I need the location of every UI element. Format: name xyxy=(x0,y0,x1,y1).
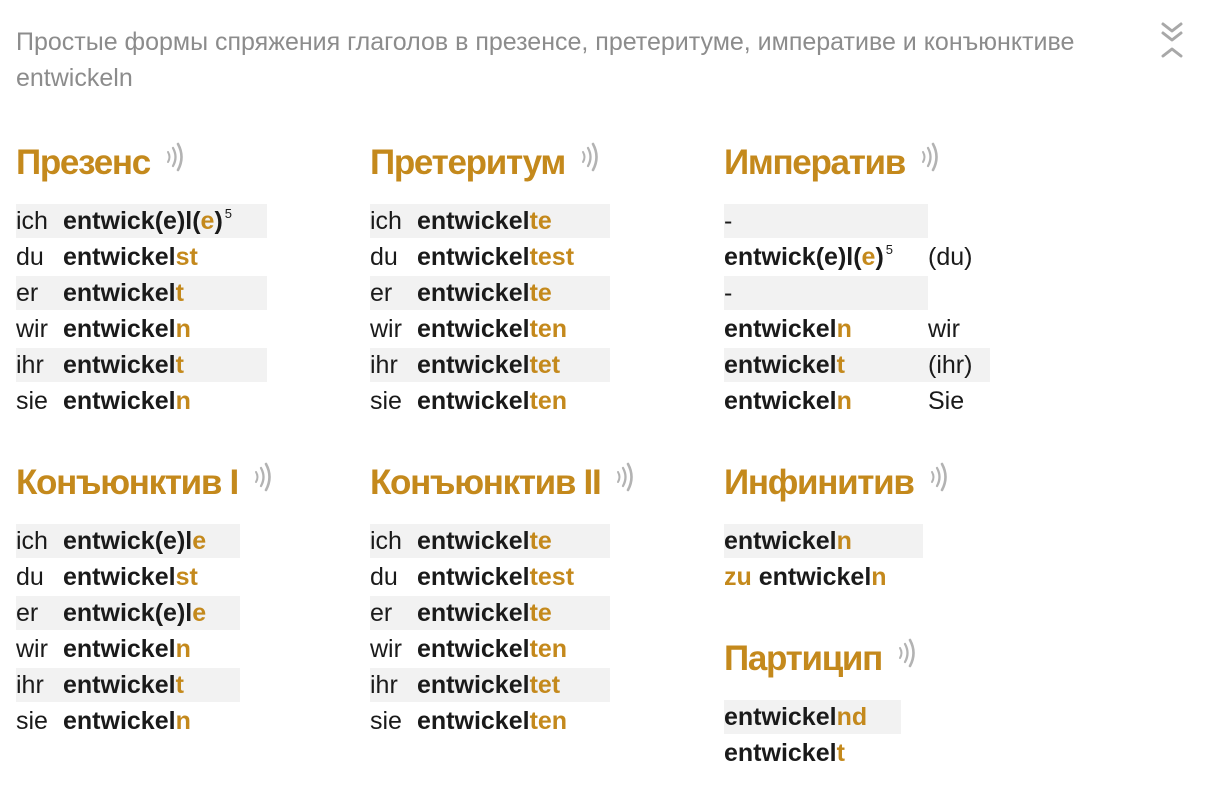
verb-form xyxy=(417,275,552,311)
pronoun: ich xyxy=(370,527,402,555)
optional-e: e xyxy=(163,207,177,235)
pronoun: ich xyxy=(16,207,48,235)
speaker-icon[interactable] xyxy=(896,635,918,671)
section-title: Конъюнктив I xyxy=(16,463,238,502)
conjugation-row xyxy=(724,239,973,275)
verb-form xyxy=(417,311,567,347)
ending: n xyxy=(175,315,191,343)
ending: n xyxy=(836,527,852,555)
conjugation-row xyxy=(16,275,232,311)
paren: ( xyxy=(154,599,164,627)
ending: e xyxy=(192,527,207,555)
conjugation-list xyxy=(370,203,601,419)
conjugation-row xyxy=(370,239,601,275)
stem-tail: l xyxy=(185,527,193,555)
stem: entwickel xyxy=(417,707,530,735)
conjugation-row xyxy=(724,203,941,239)
conjugation-row xyxy=(370,595,636,631)
conjugation-row xyxy=(370,311,601,347)
ending: te xyxy=(529,527,552,555)
ending: ten xyxy=(529,707,568,735)
pronoun: ihr xyxy=(370,671,398,699)
ending: ten xyxy=(529,315,568,343)
paren: ( xyxy=(154,527,164,555)
verb-form xyxy=(417,559,574,595)
ending: e xyxy=(861,243,876,271)
conjugation-row xyxy=(16,239,232,275)
section-partizip xyxy=(724,639,918,771)
stem: entwickel xyxy=(417,599,530,627)
section-header xyxy=(16,463,274,503)
section-header xyxy=(16,143,232,183)
verb-form xyxy=(724,699,867,735)
pronoun: ihr xyxy=(370,351,398,379)
speaker-icon[interactable] xyxy=(919,139,941,175)
stem: entwickel xyxy=(417,207,530,235)
ending: tet xyxy=(529,351,561,379)
verb-form xyxy=(724,383,852,419)
conjugation-row xyxy=(724,347,973,383)
conjugation-row xyxy=(370,383,601,419)
verb-form xyxy=(417,703,567,739)
pronoun: er xyxy=(370,599,393,627)
conjugation-row xyxy=(370,203,601,239)
pronoun: er xyxy=(16,599,39,627)
row-shade xyxy=(724,276,928,310)
verb-form xyxy=(63,559,198,595)
ending: t xyxy=(836,351,845,379)
paren: ( xyxy=(815,243,825,271)
pronoun: wir xyxy=(370,315,402,343)
pronoun: er xyxy=(16,279,39,307)
stem: entwickel xyxy=(63,387,176,415)
conjugation-row xyxy=(370,667,636,703)
footnote-marker: 5 xyxy=(224,206,233,221)
pronoun: er xyxy=(370,279,393,307)
section-praesens xyxy=(16,143,232,419)
intro-text: Простые формы спряжения глаголов в презенсе, претеритуме, императиве и конъюнктиве entwickeln xyxy=(16,28,1075,92)
conjugation-row xyxy=(16,203,232,239)
stem: entwickel xyxy=(63,671,176,699)
pronoun: sie xyxy=(370,707,402,735)
section-title: Конъюнктив II xyxy=(370,463,601,502)
pronoun-after: Sie xyxy=(928,387,965,415)
section-infinitiv xyxy=(724,463,950,595)
conjugation-row xyxy=(724,735,918,771)
section-header xyxy=(370,143,601,183)
section-konjunktiv1 xyxy=(16,463,274,739)
ending: te xyxy=(529,207,552,235)
stem: entwickel xyxy=(417,635,530,663)
pronoun: ich xyxy=(370,207,402,235)
stem: entwick xyxy=(724,243,816,271)
stem: entwickel xyxy=(724,315,837,343)
conjugation-row xyxy=(16,703,274,739)
paren: ) xyxy=(176,527,186,555)
paren: ) xyxy=(875,243,884,271)
ending: t xyxy=(836,739,845,767)
verb-form xyxy=(63,275,184,311)
verb-form xyxy=(724,347,845,383)
conjugation-row xyxy=(16,347,232,383)
conjugation-row xyxy=(16,631,274,667)
stem: entwickel xyxy=(417,527,530,555)
paren: ) xyxy=(176,599,186,627)
verb-form xyxy=(63,383,191,419)
conjugation-row xyxy=(370,559,636,595)
verb-form xyxy=(63,347,184,383)
verb-form xyxy=(417,667,560,703)
ending: test xyxy=(529,243,575,271)
stem: entwickel xyxy=(724,387,837,415)
verb-form xyxy=(63,203,232,239)
stem: entwickel xyxy=(724,703,837,731)
ending: n xyxy=(836,387,852,415)
verb-form xyxy=(724,559,887,595)
ending: e xyxy=(200,207,215,235)
stem: entwickel xyxy=(724,527,837,555)
speaker-icon[interactable] xyxy=(252,459,274,495)
conjugation-row xyxy=(16,523,274,559)
section-praeteritum xyxy=(370,143,601,419)
verb-form xyxy=(417,203,552,239)
ending: n xyxy=(175,635,191,663)
conjugation-row xyxy=(370,703,636,739)
stem: entwickel xyxy=(63,351,176,379)
pronoun: wir xyxy=(16,315,48,343)
stem-tail: l xyxy=(185,599,193,627)
ending: n xyxy=(871,563,887,591)
verb-form xyxy=(63,667,184,703)
conjugation-row xyxy=(370,631,636,667)
stem: entwickel xyxy=(417,315,530,343)
pronoun: sie xyxy=(16,387,48,415)
ending: n xyxy=(836,315,852,343)
stem: entwickel xyxy=(417,671,530,699)
optional-e: e xyxy=(824,243,838,271)
section-title: Претеритум xyxy=(370,143,565,182)
chevrons-collapse-icon[interactable] xyxy=(1157,20,1187,64)
stem-tail: l xyxy=(185,207,193,235)
conjugation-row xyxy=(16,559,274,595)
pronoun: du xyxy=(370,563,398,591)
conjugation-row xyxy=(370,275,601,311)
pronoun-after: wir xyxy=(928,315,960,343)
particle: zu xyxy=(724,563,752,591)
section-header xyxy=(724,143,941,183)
conjugation-list xyxy=(16,203,232,419)
verb-form xyxy=(417,383,567,419)
stem: entwickel xyxy=(417,279,530,307)
section-title: Партицип xyxy=(724,639,882,678)
ending: ten xyxy=(529,387,568,415)
verb-form xyxy=(63,631,191,667)
verb-form xyxy=(63,523,206,559)
stem: entwickel xyxy=(63,315,176,343)
conjugation-row xyxy=(724,275,941,311)
ending: t xyxy=(175,671,184,699)
verb-form xyxy=(724,239,893,275)
verb-form xyxy=(63,595,206,631)
verb-form xyxy=(417,239,574,275)
section-imperativ xyxy=(724,143,973,419)
verb-form xyxy=(724,523,852,559)
conjugation-row xyxy=(16,667,274,703)
section-title: Презенс xyxy=(16,143,150,182)
verb-form xyxy=(724,311,852,347)
empty-form: - xyxy=(724,279,733,307)
stem: entwickel xyxy=(63,243,176,271)
ending: test xyxy=(529,563,575,591)
pronoun: du xyxy=(370,243,398,271)
stem-tail: l xyxy=(846,243,854,271)
stem: entwickel xyxy=(758,563,872,591)
paren: ( xyxy=(853,243,862,271)
ending: n xyxy=(175,387,191,415)
verb-form xyxy=(417,523,552,559)
paren: ) xyxy=(214,207,223,235)
ending: te xyxy=(529,599,552,627)
stem: entwickel xyxy=(417,351,530,379)
ending: te xyxy=(529,279,552,307)
pronoun: du xyxy=(16,563,44,591)
paren: ( xyxy=(192,207,201,235)
optional-e: e xyxy=(163,527,177,555)
verb-form xyxy=(63,311,191,347)
conjugation-row xyxy=(16,383,232,419)
stem: entwickel xyxy=(63,563,176,591)
conjugation-row xyxy=(724,699,918,735)
conjugation-list xyxy=(724,523,950,595)
speaker-icon[interactable] xyxy=(928,459,950,495)
verb-form xyxy=(417,631,567,667)
stem: entwickel xyxy=(724,351,837,379)
stem: entwick xyxy=(63,527,155,555)
pronoun-after: (du) xyxy=(928,243,973,271)
stem: entwickel xyxy=(63,707,176,735)
conjugation-row xyxy=(370,347,601,383)
section-title: Инфинитив xyxy=(724,463,914,502)
conjugation-row xyxy=(16,311,232,347)
stem: entwickel xyxy=(417,563,530,591)
verb-form xyxy=(417,347,560,383)
verb-form xyxy=(724,735,845,771)
conjugation-row xyxy=(724,559,950,595)
speaker-icon[interactable] xyxy=(614,459,636,495)
ending: e xyxy=(192,599,207,627)
pronoun: sie xyxy=(16,707,48,735)
section-header xyxy=(724,463,950,503)
conjugation-row xyxy=(370,523,636,559)
section-header xyxy=(724,639,918,679)
conjugation-row xyxy=(724,523,950,559)
ending: st xyxy=(175,243,198,271)
conjugation-row xyxy=(724,311,960,347)
speaker-icon[interactable] xyxy=(579,139,601,175)
pronoun: ihr xyxy=(16,671,44,699)
conjugation-list xyxy=(724,203,973,419)
row-shade xyxy=(724,204,928,238)
conjugation-row xyxy=(724,383,965,419)
optional-e: e xyxy=(163,599,177,627)
conjugation-list xyxy=(724,699,918,771)
verb-form xyxy=(63,239,198,275)
stem: entwickel xyxy=(417,387,530,415)
stem: entwickel xyxy=(63,635,176,663)
pronoun: wir xyxy=(16,635,48,663)
stem: entwickel xyxy=(417,243,530,271)
pronoun-after: (ihr) xyxy=(928,351,973,379)
conjugation-row xyxy=(16,595,274,631)
ending: t xyxy=(175,279,184,307)
conjugation-list xyxy=(16,523,274,739)
pronoun: sie xyxy=(370,387,402,415)
conjugation-list xyxy=(370,523,636,739)
verb-form xyxy=(417,595,552,631)
pronoun: ich xyxy=(16,527,48,555)
pronoun: du xyxy=(16,243,44,271)
stem: entwickel xyxy=(724,739,837,767)
pronoun: wir xyxy=(370,635,402,663)
section-konjunktiv2 xyxy=(370,463,636,739)
section-title: Императив xyxy=(724,143,905,182)
footnote-marker: 5 xyxy=(885,242,894,257)
stem: entwick xyxy=(63,599,155,627)
paren: ) xyxy=(176,207,186,235)
ending: ten xyxy=(529,635,568,663)
verb-form xyxy=(63,703,191,739)
ending: st xyxy=(175,563,198,591)
pronoun: ihr xyxy=(16,351,44,379)
paren: ( xyxy=(154,207,164,235)
ending: tet xyxy=(529,671,561,699)
ending: n xyxy=(175,707,191,735)
speaker-icon[interactable] xyxy=(164,139,186,175)
ending: t xyxy=(175,351,184,379)
ending: nd xyxy=(836,703,868,731)
empty-form: - xyxy=(724,207,733,235)
stem: entwick xyxy=(63,207,155,235)
stem: entwickel xyxy=(63,279,176,307)
paren: ) xyxy=(837,243,847,271)
section-header xyxy=(370,463,636,503)
